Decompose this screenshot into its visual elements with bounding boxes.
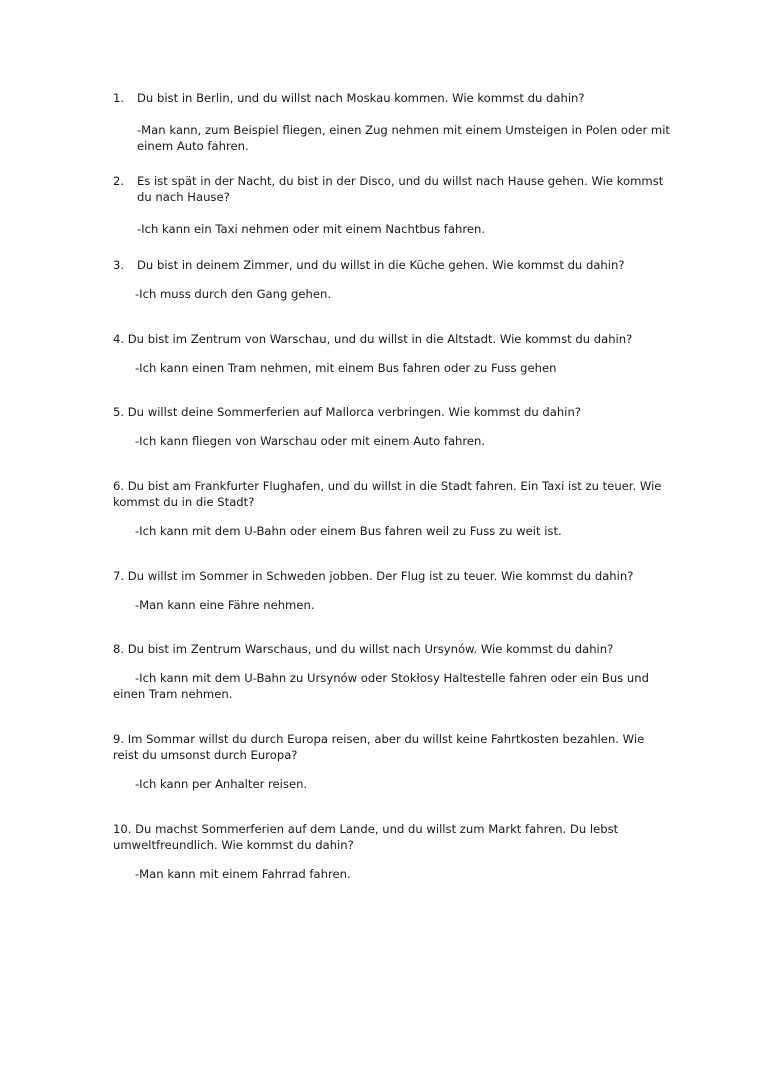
answer-text: -Ich kann fliegen von Warschau oder mit einem Auto fahren. [135,434,486,448]
question-text: Du bist in deinem Zimmer, und du willst in die Küche gehen. Wie kommst du dahin? [137,258,625,272]
answer-text: -Ich kann per Anhalter reisen. [135,777,308,791]
question-text: reist du umsonst durch Europa? [113,748,298,762]
answer-text: einen Tram nehmen. [113,687,233,701]
answer-text: -Ich kann mit dem U-Bahn zu Ursynów oder Stokłosy Haltestelle fahren oder ein Bus und [135,671,649,685]
question-text: kommst du in die Stadt? [113,495,255,509]
answer-text: -Ich kann mit dem U-Bahn oder einem Bus fahren weil zu Fuss zu weit ist. [135,524,562,538]
question-text: 6. Du bist am Frankfurter Flughafen, und du willst in die Stadt fahren. Ein Taxi ist zu teuer. Wie [113,479,662,493]
question-number: 3. [113,258,125,272]
answer-text: -Man kann mit einem Fahrrad fahren. [135,867,351,881]
question-text: du nach Hause? [137,190,230,204]
answer-text: -Ich kann ein Taxi nehmen oder mit einem Nachtbus fahren. [137,222,486,236]
question-text: Es ist spät in der Nacht, du bist in der Disco, und du willst nach Hause gehen. Wie kommst [137,174,664,188]
answer-text: -Man kann, zum Beispiel fliegen, einen Zug nehmen mit einem Umsteigen in Polen oder mit [137,123,670,137]
question-text: 10. Du machst Sommerferien auf dem Lande, und du willst zum Markt fahren. Du lebst [113,822,619,836]
question-number: 2. [113,174,125,188]
answer-text: -Ich muss durch den Gang gehen. [135,287,332,301]
question-text: 8. Du bist im Zentrum Warschaus, und du willst nach Ursynów. Wie kommst du dahin? [113,642,614,656]
question-text: 7. Du willst im Sommer in Schweden jobben. Der Flug ist zu teuer. Wie kommst du dahin? [113,569,634,583]
question-text: 4. Du bist im Zentrum von Warschau, und du willst in die Altstadt. Wie kommst du dahin? [113,332,633,346]
question-text: 9. Im Sommar willst du durch Europa reisen, aber du willst keine Fahrtkosten bezahlen. Wie [113,732,645,746]
question-number: 1. [113,91,125,105]
answer-text: einem Auto fahren. [137,139,249,153]
answer-text: -Man kann eine Fähre nehmen. [135,598,315,612]
answer-text: -Ich kann einen Tram nehmen, mit einem Bus fahren oder zu Fuss gehen [135,361,557,375]
question-text: umweltfreundlich. Wie kommst du dahin? [113,838,354,852]
question-text: Du bist in Berlin, und du willst nach Moskau kommen. Wie kommst du dahin? [137,91,585,105]
question-text: 5. Du willst deine Sommerferien auf Mallorca verbringen. Wie kommst du dahin? [113,405,581,419]
